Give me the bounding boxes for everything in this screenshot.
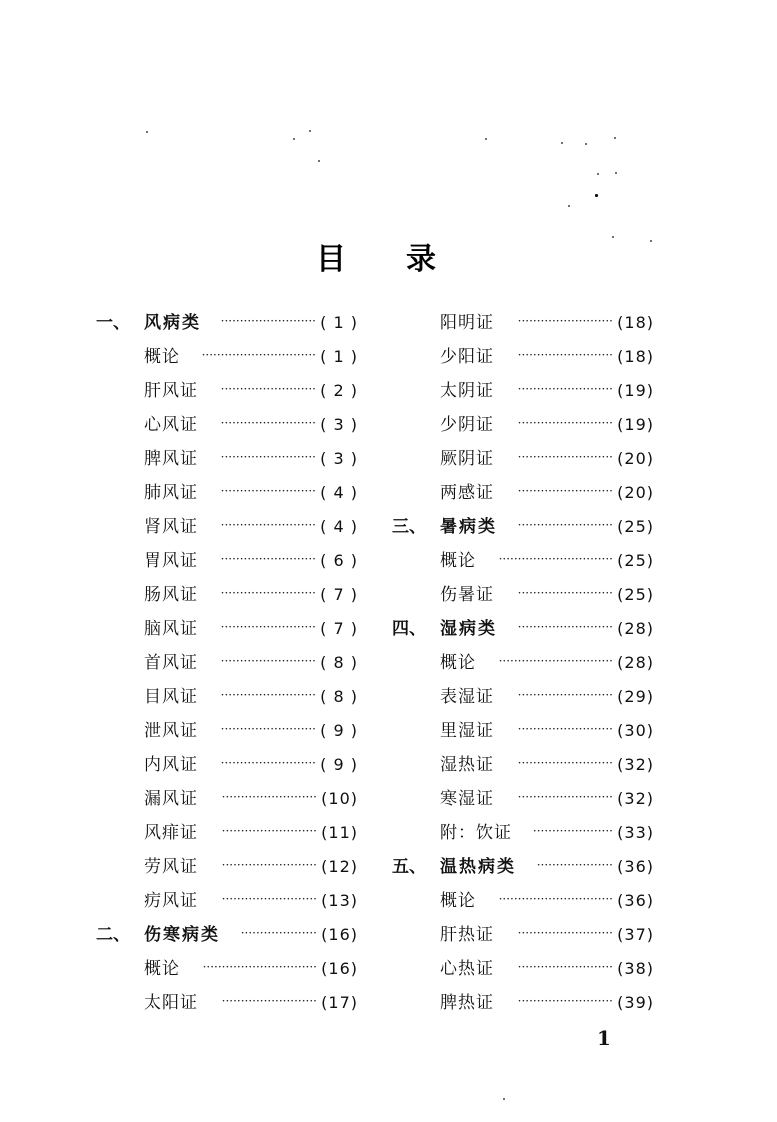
toc-entry[interactable] — [392, 340, 662, 374]
scan-speck — [615, 172, 617, 174]
leader-dots: ························· — [517, 450, 613, 464]
scan-speck — [568, 205, 570, 207]
entry-label: 湿热证 — [440, 755, 494, 775]
entry-page-number: (16) — [321, 959, 358, 978]
entry-page-number: (36) — [617, 891, 654, 910]
entry-label: 疠风证 — [144, 891, 198, 911]
entry-label: 内风证 — [144, 755, 198, 775]
toc-entry[interactable] — [96, 340, 366, 374]
category-number: 三、 — [392, 517, 426, 537]
entry-page-number: (20) — [617, 483, 654, 502]
leader-dots: ······························ — [201, 348, 316, 362]
leader-dots: ···················· — [536, 858, 613, 872]
entry-label: 心热证 — [440, 959, 494, 979]
toc-entry[interactable] — [392, 306, 662, 340]
toc-entry[interactable] — [96, 884, 366, 918]
entry-page-number: (36) — [617, 857, 654, 876]
leader-dots: ························· — [517, 688, 613, 702]
toc-entry[interactable] — [392, 680, 662, 714]
leader-dots: ························· — [517, 926, 613, 940]
toc-entry[interactable] — [96, 714, 366, 748]
leader-dots: ························· — [517, 518, 613, 532]
entry-label: 漏风证 — [144, 789, 198, 809]
entry-label: 温热病类 — [440, 857, 516, 877]
scan-speck — [612, 236, 614, 238]
leader-dots: ························· — [517, 722, 613, 736]
scan-speck — [485, 138, 487, 140]
scan-speck — [503, 1098, 505, 1100]
leader-dots: ······························ — [498, 552, 613, 566]
entry-label: 目风证 — [144, 687, 198, 707]
category-number: 五、 — [392, 857, 426, 877]
leader-dots: ························· — [220, 518, 316, 532]
entry-page-number: (32) — [617, 755, 654, 774]
toc-entry[interactable] — [392, 748, 662, 782]
entry-page-number: ( 2 ) — [320, 381, 358, 400]
entry-page-number: ( 4 ) — [320, 517, 358, 536]
leader-dots: ························· — [517, 620, 613, 634]
scan-speck — [597, 173, 599, 175]
toc-entry[interactable] — [392, 578, 662, 612]
entry-page-number: (29) — [617, 687, 654, 706]
entry-label: 胃风证 — [144, 551, 198, 571]
entry-page-number: (28) — [617, 653, 654, 672]
entry-label: 两感证 — [440, 483, 494, 503]
scan-speck — [614, 137, 616, 139]
page-title — [0, 242, 777, 282]
entry-page-number: (18) — [617, 313, 654, 332]
leader-dots: ························· — [220, 620, 316, 634]
entry-page-number: (20) — [617, 449, 654, 468]
entry-page-number: (32) — [617, 789, 654, 808]
scan-speck — [561, 142, 563, 144]
toc-entry[interactable] — [392, 782, 662, 816]
leader-dots: ························· — [517, 586, 613, 600]
entry-page-number: (25) — [617, 585, 654, 604]
entry-label: 肠风证 — [144, 585, 198, 605]
toc-entry[interactable] — [96, 646, 366, 680]
entry-page-number: ( 1 ) — [320, 347, 358, 366]
leader-dots: ························· — [220, 552, 316, 566]
category-number: 一、 — [96, 313, 130, 333]
scan-speck — [595, 194, 598, 197]
entry-label: 少阴证 — [440, 415, 494, 435]
scan-speck — [309, 130, 311, 132]
entry-label: 泄风证 — [144, 721, 198, 741]
entry-label: 伤寒病类 — [144, 925, 220, 945]
leader-dots: ························· — [517, 960, 613, 974]
entry-label: 概论 — [144, 959, 180, 979]
leader-dots: ························· — [220, 654, 316, 668]
entry-label: 阳明证 — [440, 313, 494, 333]
scan-speck — [585, 143, 587, 145]
leader-dots: ························· — [517, 348, 613, 362]
leader-dots: ························· — [517, 756, 613, 770]
toc-entry[interactable] — [392, 544, 662, 578]
entry-label: 肝风证 — [144, 381, 198, 401]
toc-entry[interactable] — [96, 612, 366, 646]
category-number: 二、 — [96, 925, 130, 945]
entry-label: 风病类 — [144, 313, 201, 333]
leader-dots: ························· — [517, 790, 613, 804]
toc-entry[interactable] — [96, 510, 366, 544]
toc-left-column — [96, 306, 366, 1020]
entry-label: 湿病类 — [440, 619, 497, 639]
entry-label: 暑病类 — [440, 517, 497, 537]
title-char-lu: 录 — [406, 242, 436, 277]
entry-label: 概论 — [440, 891, 476, 911]
toc-entry[interactable] — [96, 442, 366, 476]
toc-entry[interactable] — [392, 986, 662, 1020]
entry-page-number: (11) — [321, 823, 358, 842]
entry-label: 表湿证 — [440, 687, 494, 707]
entry-label: 概论 — [440, 653, 476, 673]
toc-entry[interactable] — [96, 544, 366, 578]
leader-dots: ······························ — [498, 892, 613, 906]
leader-dots: ························· — [220, 382, 316, 396]
scan-speck — [146, 131, 148, 133]
leader-dots: ························· — [221, 994, 317, 1008]
toc-entry[interactable] — [392, 918, 662, 952]
entry-page-number: ( 1 ) — [320, 313, 358, 332]
entry-page-number: ( 9 ) — [320, 721, 358, 740]
entry-page-number: (13) — [321, 891, 358, 910]
toc-entry[interactable] — [96, 408, 366, 442]
scan-speck — [293, 138, 295, 140]
entry-page-number: ( 7 ) — [320, 619, 358, 638]
entry-label: 脾风证 — [144, 449, 198, 469]
toc-entry[interactable] — [96, 816, 366, 850]
leader-dots: ························· — [220, 314, 316, 328]
entry-label: 风痱证 — [144, 823, 198, 843]
category-number: 四、 — [392, 619, 426, 639]
entry-label: 肺风证 — [144, 483, 198, 503]
toc-entry[interactable] — [96, 476, 366, 510]
entry-label: 伤暑证 — [440, 585, 494, 605]
leader-dots: ························· — [517, 382, 613, 396]
entry-label: 脑风证 — [144, 619, 198, 639]
leader-dots: ······························ — [498, 654, 613, 668]
toc-entry[interactable] — [96, 782, 366, 816]
entry-page-number: ( 8 ) — [320, 687, 358, 706]
entry-label: 里湿证 — [440, 721, 494, 741]
toc-entry[interactable] — [392, 714, 662, 748]
entry-page-number: (33) — [617, 823, 654, 842]
entry-page-number: ( 8 ) — [320, 653, 358, 672]
toc-category-entry[interactable] — [392, 850, 662, 884]
entry-page-number: (16) — [321, 925, 358, 944]
leader-dots: ························· — [221, 790, 317, 804]
toc-category-entry[interactable] — [96, 918, 366, 952]
entry-label: 劳风证 — [144, 857, 198, 877]
entry-page-number: (19) — [617, 381, 654, 400]
scan-speck — [318, 160, 320, 162]
entry-page-number: ( 6 ) — [320, 551, 358, 570]
toc-entry[interactable] — [96, 986, 366, 1020]
toc-entry[interactable] — [392, 816, 662, 850]
entry-label: 肾风证 — [144, 517, 198, 537]
toc-category-entry[interactable] — [96, 306, 366, 340]
toc-category-entry[interactable] — [392, 612, 662, 646]
toc-entry[interactable] — [392, 374, 662, 408]
leader-dots: ······························ — [202, 960, 317, 974]
leader-dots: ························· — [220, 688, 316, 702]
page-number: 1 — [597, 1026, 611, 1050]
toc-entry[interactable] — [96, 578, 366, 612]
entry-page-number: (19) — [617, 415, 654, 434]
entry-page-number: (37) — [617, 925, 654, 944]
title-char-mu: 目 — [316, 242, 346, 277]
leader-dots: ····················· — [532, 824, 613, 838]
entry-label: 太阳证 — [144, 993, 198, 1013]
toc-entry[interactable] — [96, 748, 366, 782]
entry-label: 厥阴证 — [440, 449, 494, 469]
entry-page-number: (12) — [321, 857, 358, 876]
leader-dots: ························· — [517, 484, 613, 498]
entry-label: 脾热证 — [440, 993, 494, 1013]
toc-entry[interactable] — [96, 850, 366, 884]
entry-page-number: (28) — [617, 619, 654, 638]
toc-category-entry[interactable] — [392, 510, 662, 544]
entry-label: 少阳证 — [440, 347, 494, 367]
leader-dots: ························· — [221, 824, 317, 838]
entry-label: 心风证 — [144, 415, 198, 435]
toc-right-column — [392, 306, 662, 1020]
toc-entry[interactable] — [392, 952, 662, 986]
entry-page-number: ( 3 ) — [320, 449, 358, 468]
entry-page-number: ( 9 ) — [320, 755, 358, 774]
leader-dots: ························· — [220, 416, 316, 430]
toc-entry[interactable] — [392, 884, 662, 918]
leader-dots: ························· — [221, 858, 317, 872]
leader-dots: ························· — [220, 756, 316, 770]
toc-entry[interactable] — [96, 374, 366, 408]
toc-entry[interactable] — [392, 408, 662, 442]
entry-page-number: (39) — [617, 993, 654, 1012]
entry-label: 肝热证 — [440, 925, 494, 945]
entry-page-number: (10) — [321, 789, 358, 808]
leader-dots: ························· — [517, 416, 613, 430]
entry-page-number: (38) — [617, 959, 654, 978]
entry-page-number: ( 3 ) — [320, 415, 358, 434]
entry-label: 概论 — [440, 551, 476, 571]
entry-label: 寒湿证 — [440, 789, 494, 809]
entry-page-number: (30) — [617, 721, 654, 740]
leader-dots: ························· — [220, 586, 316, 600]
leader-dots: ························· — [220, 484, 316, 498]
toc-entry[interactable] — [392, 646, 662, 680]
toc-entry[interactable] — [392, 476, 662, 510]
leader-dots: ························· — [517, 994, 613, 1008]
entry-label: 太阴证 — [440, 381, 494, 401]
entry-page-number: (18) — [617, 347, 654, 366]
entry-label: 首风证 — [144, 653, 198, 673]
toc-entry[interactable] — [96, 952, 366, 986]
entry-label: 概论 — [144, 347, 180, 367]
entry-page-number: ( 7 ) — [320, 585, 358, 604]
leader-dots: ························· — [517, 314, 613, 328]
entry-page-number: ( 4 ) — [320, 483, 358, 502]
leader-dots: ························· — [221, 892, 317, 906]
leader-dots: ························· — [220, 722, 316, 736]
toc-entry[interactable] — [392, 442, 662, 476]
entry-page-number: (25) — [617, 551, 654, 570]
leader-dots: ···················· — [240, 926, 317, 940]
entry-label: 附：饮证 — [440, 823, 512, 843]
entry-page-number: (17) — [321, 993, 358, 1012]
entry-page-number: (25) — [617, 517, 654, 536]
leader-dots: ························· — [220, 450, 316, 464]
toc-entry[interactable] — [96, 680, 366, 714]
